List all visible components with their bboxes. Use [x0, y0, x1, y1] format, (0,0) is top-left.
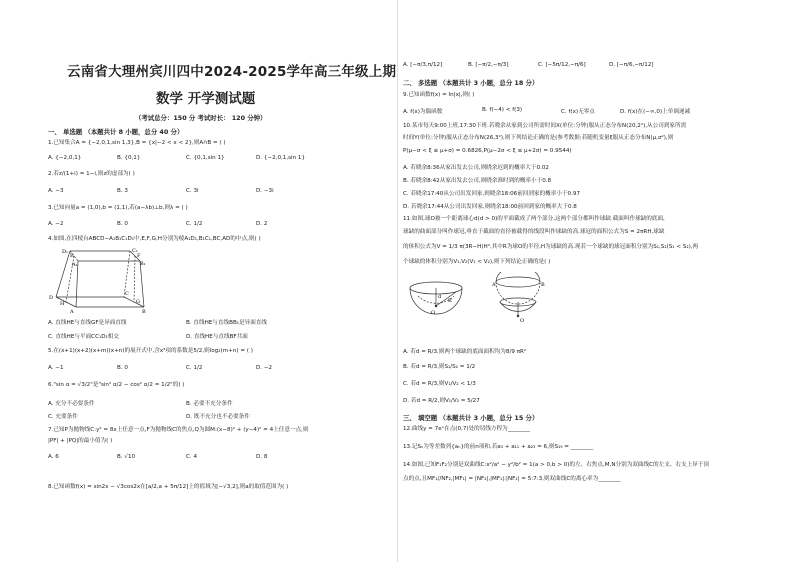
- paper-subtitle: 数学 开学测试题: [156, 91, 256, 107]
- question-5: 5.在(x+1)(x+2)(x+m)(x+n)的展开式中,含x³项的系数是5/2,则log₂(m+n) = ( ): [48, 348, 253, 354]
- label-a: A: [492, 282, 496, 288]
- label-g: G: [136, 299, 140, 305]
- question-14-line1: 14.如图,已知F₁F₂分别是双曲线C:x²/a² − y²/b² = 1(a > 0,b > 0)的左、右焦点,M,N分别为双曲线C的左支、右支上异于顶: [403, 462, 709, 468]
- question-13: 13.记Sₙ为等差数列{aₙ}的前n项和,若a₃ + a₁₁ + a₂₃ = 6,则S₁₉ = ________: [403, 444, 594, 450]
- question-2: 2.若z/(1+i) = 1−i,则z的虚部为( ): [48, 171, 135, 177]
- section-multi-choice: 二、 多选题 （本题共计 3 小题，总分 18 分）: [403, 79, 539, 87]
- label-b: B: [541, 282, 545, 288]
- q11-option-c: C. 若d = R/3,则V₁/V₂ < 1/3: [403, 381, 476, 387]
- q8-option-b: B. [−π/2,−π/3]: [468, 62, 509, 68]
- q1-option-a: A. {−2,0,1}: [48, 155, 82, 161]
- q6-option-c: C. 充要条件: [48, 414, 78, 420]
- question-6: 6."sin α = √3/2"是"sin² α/2 − cos² α/2 = 1/2"的( ): [48, 382, 185, 388]
- question-7-line1: 7.已知P为抛物线C:y² = 8x上任意一点,F为抛物线C的焦点,Q为圆M:(x−8)² + (y−4)² = 4上任意一点,则: [48, 427, 309, 433]
- section-fill-blank: 三、 填空题 （本题共计 3 小题，总分 15 分）: [403, 414, 539, 422]
- q3-option-b: B. 0: [117, 221, 128, 227]
- q8-option-c: C. [−5π/12,−π/6]: [538, 62, 586, 68]
- label-f: F: [137, 253, 141, 259]
- paper-title: 云南省大理州宾川四中2024-2025学年高三年级上期: [67, 64, 397, 80]
- q4-option-c: C. 直线HE与平面CC₁D₁相交: [48, 334, 119, 340]
- q10-option-c: C. 若晓余17:40从公司出发回家,则晓余18:06前回到家的概率小于0.97: [403, 191, 580, 197]
- label-c1: C₁: [132, 248, 138, 254]
- q6-option-a: A. 充分不必要条件: [48, 401, 95, 407]
- q7-option-b: B. √10: [117, 454, 136, 460]
- q1-option-b: B. {0,1}: [117, 155, 141, 161]
- q3-option-a: A. −2: [48, 221, 64, 227]
- q4-option-b: B. 直线HE与直线BB₁是异面直线: [186, 320, 267, 326]
- question-7-line2: |PF| + |PQ|的最小值为( ): [48, 438, 113, 444]
- q9-option-a: A. f(x)为偶函数: [403, 109, 443, 115]
- sphere-cap-figure: [406, 272, 556, 340]
- q11-option-d: D. 若d = R/2,则V₁/V₂ = 5/27: [403, 398, 480, 404]
- q3-option-d: D. 2: [256, 221, 268, 227]
- question-3: 3.已知向量a = (1,0),b = (1,1),若(a−λb)⊥b,则λ = ( ): [48, 205, 188, 211]
- q6-option-b: B. 必要不充分条件: [186, 401, 233, 407]
- q11-option-b: B. 若d = R/3,则S₁/S₂ = 1/2: [403, 364, 476, 370]
- question-12: 12.曲线y = 7eˣ在点(0,7)处的切线方程为________: [403, 426, 531, 432]
- q10-option-a: A. 若晓余8:36从家出发去公司,则晓余迟到的概率大于0.02: [403, 165, 549, 171]
- q9-option-c: C. f(x)无零点: [561, 109, 595, 115]
- question-10-line3: P(μ−σ < ξ ≤ μ+σ) = 0.6826,P(μ−2σ < ξ ≤ μ+2σ) = 0.9544): [403, 148, 572, 154]
- question-8: 8.已知函数f(x) = sin2x − √3cos2x在[a/2,a + 5π/12]上的值域为[−√3,2],则a的取值范围为( ): [48, 484, 289, 490]
- label-d: D: [49, 295, 54, 301]
- q5-option-a: A. −1: [48, 365, 64, 371]
- label-o-left: O: [431, 310, 436, 316]
- label-r: R: [448, 298, 452, 304]
- question-11-line1: 11.如图,球O被一个距离球心d(d > 0)的平面截成了两个部分,这两个部分都叫作球缺.截面叫作球缺的底面,: [403, 216, 665, 222]
- q9-option-b: B. f(−4) < f(3): [482, 107, 523, 113]
- q6-option-d: D. 既不充分也不必要条件: [186, 414, 250, 420]
- label-a: A: [70, 309, 74, 315]
- question-11-line2: 球缺的曲面部分叫作球冠,垂直于截面的直径被截得的线段叫作球缺的高.球冠的面积公式为S = 2πRH,球缺: [403, 229, 665, 235]
- section-single-choice: 一、 单选题 （本题共计 8 小题，总分 40 分）: [48, 128, 184, 136]
- q5-option-d: D. −2: [256, 365, 273, 371]
- q8-option-a: A. [−π/3,π/12]: [403, 62, 443, 68]
- question-10-line1: 10.某市每天9:00上班,17:30下班.若晓余从家到公司所需时间X(单位:分钟)服从正态分布N(20,2²),从公司到家所需: [403, 123, 687, 129]
- q3-option-c: C. 1/2: [186, 221, 203, 227]
- frustum-figure: [48, 245, 148, 315]
- q5-option-c: C. 1/2: [186, 365, 203, 371]
- label-d: d: [438, 294, 442, 300]
- label-o-right: O: [520, 318, 525, 324]
- label-b1: B₁: [140, 261, 146, 267]
- question-11-line3: 的体积公式为V = 1/3 π(3R−H)H²,其中R为球O的半径,H为球缺的高.现若一个球缺的球冠面积分别为S₁,S₂(S₁ < S₂),两: [403, 244, 699, 250]
- q2-option-d: D. −3i: [256, 188, 274, 194]
- q7-option-a: A. 6: [48, 454, 59, 460]
- q11-option-a: A. 若d = R/3,则两个球缺的底面面积均为8/9 πR²: [403, 349, 527, 355]
- q5-option-b: B. 0: [117, 365, 128, 371]
- label-b: B: [142, 309, 146, 315]
- label-e: E: [70, 253, 74, 259]
- question-1: 1.已知集合A = {−2,0,1,sin 1,3},B = {x|−2 < x < 2},则A∩B = ( ): [48, 140, 226, 146]
- q2-option-a: A. −3: [48, 188, 64, 194]
- label-h: H: [60, 301, 65, 307]
- exam-meta: （考试总分：150 分 考试时长： 120 分钟）: [135, 114, 267, 122]
- label-c: C: [125, 291, 129, 297]
- right-page: [397, 0, 794, 562]
- label-a1: A₁: [72, 262, 78, 268]
- label-d1: D₁: [62, 249, 69, 255]
- q7-option-d: D. 8: [256, 454, 268, 460]
- q9-option-d: D. f(x)在(−∞,0)上单调递减: [620, 109, 691, 115]
- q1-option-c: C. {0,1,sin 1}: [186, 155, 225, 161]
- q8-option-d: D. [−π/6,−π/12]: [609, 62, 654, 68]
- q2-option-b: B. 3: [117, 188, 128, 194]
- q1-option-d: D. {−2,0,1,sin 1}: [256, 155, 306, 161]
- q10-option-b: B. 若晓余8:42从家出发去公司,则晓余准时到的概率小于0.8: [403, 178, 552, 184]
- question-14-line2: 点的点,且MF₁//NF₂,|MF₁| = |NF₂|,|MF₁|:|NF₂| = 5:7:3,则双曲线C的离心率为________: [403, 476, 621, 482]
- question-11-line4: 个球缺的体积分别为V₁,V₂(V₁ < V₂),则下列结论正确的是( ): [403, 259, 551, 265]
- q7-option-c: C. 4: [186, 454, 198, 460]
- question-10-line2: 时间Y(单位:分钟)服从正态分布N(26,3²),则下列结论正确的是(参考数据:若随机变量ξ服从正态分布N(μ,σ²),则: [403, 135, 674, 141]
- question-9: 9.已知函数f(x) = ln|x|,则( ): [403, 92, 475, 98]
- q2-option-c: C. 3i: [186, 188, 199, 194]
- question-4: 4.如图,在四棱台ABCD−A₁B₁C₁D₁中,E,F,G,H分别为棱A₁D₁,B₁C₁,BC,AD的中点,则( ): [48, 236, 261, 242]
- q4-option-d: D. 直线HE与直线BF共面: [186, 334, 248, 340]
- q4-option-a: A. 直线HE与直线GF是异面直线: [48, 320, 127, 326]
- q10-option-d: D. 若晓余17:44从公司出发回家,则晓余18:00前回到家的概率大于0.8: [403, 204, 577, 210]
